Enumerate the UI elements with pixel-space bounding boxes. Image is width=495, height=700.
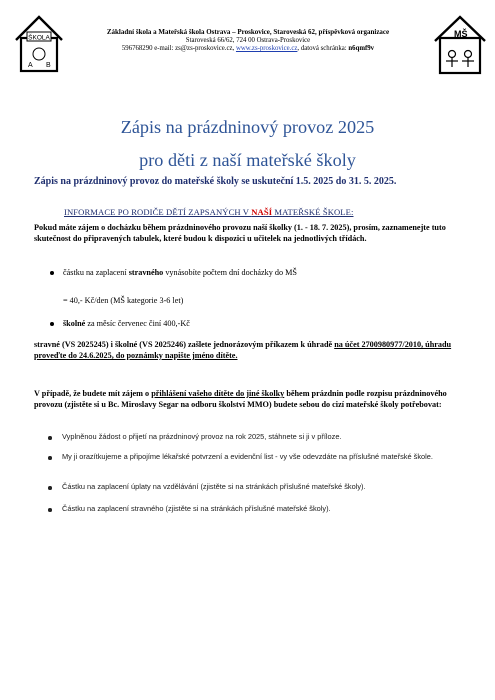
meal-fee-prefix: částku na zaplacení	[63, 268, 129, 277]
page-title: Zápis na prázdninový provoz 2025	[120, 117, 375, 137]
info-heading-part1: INFORMACE PO RODIČE DĚTÍ ZAPSANÝCH V	[64, 207, 252, 217]
meal-fee-rate: = 40,- Kč/den (MŠ kategorie 3-6 let)	[63, 296, 184, 305]
tuition-bold: školné	[63, 319, 86, 328]
logo-left-label: ŠKOLA	[28, 34, 50, 42]
databox-prefix: , datová schránka:	[297, 45, 347, 53]
other-school-paragraph	[34, 388, 472, 410]
info-heading-part2: MATEŘSKÉ ŠKOLE:	[272, 207, 354, 217]
info-heading	[64, 207, 354, 217]
contact-prefix: 596768290 e-mail: zs@zs-proskovice.cz,	[121, 45, 235, 53]
list-item: Vyplněnou žádost o přijetí na prázdninový provoz na rok 2025, stáhnete si ji v příloze.	[62, 432, 342, 441]
contact-line	[72, 45, 424, 54]
bullet-icon	[50, 322, 54, 326]
databox-id: n6qmf9v	[348, 45, 375, 53]
logo-letter-a: A	[28, 62, 33, 69]
website-link[interactable]: www.zs-proskovice.cz	[235, 45, 298, 53]
bullet-icon	[48, 508, 52, 512]
payment-paragraph	[34, 339, 464, 361]
logo-right-label: MŠ	[454, 29, 468, 39]
logo-letter-b: B	[46, 62, 51, 69]
payment-account: na účet 2700980977/2010, úhradu proveďte do 24.6.2025, do poznámky napište jméno dítěte.	[34, 340, 452, 360]
school-name: Základní škola a Mateřská škola Ostrava – Proskovice, Staroveská 62, příspěvková organizace	[106, 28, 390, 36]
page-subtitle: pro děti z naší mateřské školy	[139, 150, 356, 170]
list-item: Částku na zaplacení úplaty na vzdělávání (zjistěte si na stránkách příslušné mateřské školy).	[62, 482, 366, 491]
letterhead	[72, 28, 424, 54]
school-logo-icon	[12, 14, 66, 74]
kindergarten-logo-icon	[432, 14, 488, 76]
bullet-icon	[50, 271, 54, 275]
school-address: Staroveská 66/62, 724 00 Ostrava-Proskovice	[185, 36, 311, 44]
meal-fee-item	[63, 267, 297, 278]
list-item: My ji orazítkujeme a připojíme lékařské potvrzení a evidenční list - vy vše odevzdáte na příslušné mateřské škole.	[62, 452, 433, 461]
bullet-icon	[48, 456, 52, 460]
payment-text: stravné (VS 2025245) i školné (VS 2025246) zašlete jednorázovým příkazem k úhradě	[34, 340, 335, 349]
meal-fee-bold: stravného	[128, 268, 164, 277]
tuition-item	[63, 318, 190, 329]
bullet-icon	[48, 486, 52, 490]
other-school-part2: během prázdnin podle rozpisu prázdninového provozu (zjistěte si u Bc. Miroslavy Segar na odboru školství MMO) budete sebou do cizí mateřské školy potřebovat:	[34, 389, 447, 409]
other-school-part1: V případě, že budete mít zájem o	[34, 389, 152, 398]
bullet-icon	[48, 436, 52, 440]
other-school-underlined: přihlášení vašeho dítěte do jiné školky	[151, 389, 285, 398]
tuition-suffix: za měsíc červenec činí 400,-Kč	[85, 319, 190, 328]
attendance-paragraph: Pokud máte zájem o docházku během prázdninového provozu naší školky (1. - 18. 7. 2025), prosím, zaznamenejte tuto skutečnost do připravených tabulek, které budou k dispozici u učitelek na jednotlivých třídách.	[34, 223, 446, 243]
enrollment-date-heading: Zápis na prázdninový provoz do mateřské školy se uskuteční 1.5. 2025 do 31. 5. 2025.	[34, 176, 397, 187]
info-heading-highlight: NAŠÍ	[251, 207, 273, 217]
list-item: Částku na zaplacení stravného (zjistěte si na stránkách příslušné mateřské školy).	[62, 504, 331, 513]
meal-fee-suffix: vynásobíte počtem dní docházky do MŠ	[163, 268, 297, 277]
